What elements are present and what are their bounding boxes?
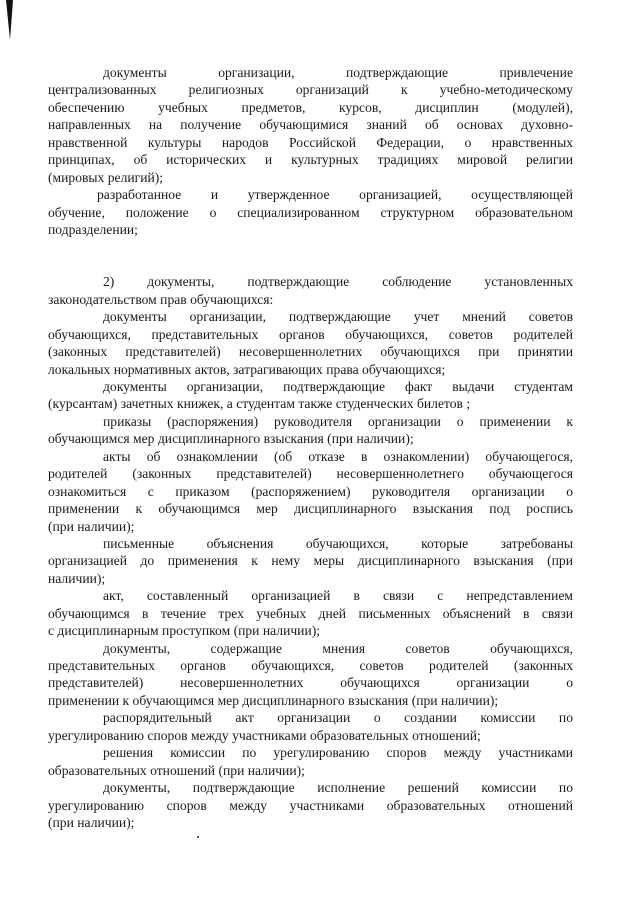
text-line: обучающимся в течение трех учебных дней письменных объяснений в связи (48, 605, 573, 621)
paragraph-commission-decisions (48, 744, 573, 779)
paragraph-acquaintance-acts (48, 448, 573, 535)
paragraph-orders (48, 413, 573, 448)
paragraph-religious-organizations (48, 64, 573, 186)
text-line: нравственной культуры народов Российской Федерации, о нравственных (48, 134, 573, 150)
text-line: (при наличии); (48, 814, 135, 830)
section-2-heading (48, 273, 573, 308)
text-line: (законных представителей) несовершеннолетних обучающихся при принятии (48, 344, 573, 360)
text-line: применении к обучающимся мер дисциплинарного взыскания (при наличии); (48, 692, 499, 708)
text-line: акт, составленный организацией в связи с непредставлением (103, 588, 573, 604)
scan-dot (197, 836, 199, 838)
text-line: образовательных отношений (при наличии); (48, 762, 305, 778)
text-line: подразделении; (48, 221, 138, 237)
text-line: письменные объяснения обучающихся, которые затребованы (103, 535, 573, 551)
text-line: документы организации, подтверждающие учет мнений советов (103, 309, 573, 325)
text-line: решения комиссии по урегулированию споров между участниками (103, 745, 573, 761)
paragraph-student-councils (48, 308, 573, 378)
text-line: акты об ознакомлении (об отказе в ознакомлении) обучающегося, (103, 448, 573, 464)
text-line: приказы (распоряжения) руководителя организации о применении к (103, 413, 573, 429)
paragraph-commission-act (48, 709, 573, 744)
text-line: обеспечению учебных предметов, курсов, дисциплин (модулей), (48, 99, 573, 115)
text-line: обучающихся, представительных органов обучающихся, советов родителей (48, 326, 573, 342)
paragraph-council-opinions (48, 640, 573, 710)
text-line: ознакомиться с приказом (распоряжением) руководителя организации о (48, 483, 573, 499)
text-line: представительных органов обучающихся, советов родителей (законных (48, 658, 573, 673)
document-page (48, 64, 573, 831)
text-line: наличии); (48, 570, 106, 586)
text-line: (при наличии); (48, 518, 135, 534)
paragraph-non-submission-act (48, 587, 573, 639)
section-gap (103, 238, 573, 273)
text-line: организацией до применения к нему меры дисциплинарного взыскания (при (48, 553, 573, 569)
text-line: с дисциплинарным проступком (при наличии); (48, 623, 321, 639)
text-line: документы, содержащие мнения советов обучающихся, (103, 640, 573, 656)
text-line: разработанное и утвержденное организацией, осуществляющей (97, 187, 573, 203)
text-line: локальных нормативных актов, затрагивающих права обучающихся; (48, 361, 446, 377)
paragraph-record-books (48, 378, 573, 413)
text-line: урегулированию споров между участниками образовательных отношений (48, 797, 573, 813)
paragraph-written-explanations (48, 535, 573, 587)
paragraph-decision-execution (48, 779, 573, 831)
text-line: принципах, об исторических и культурных традициях мировой религии (48, 152, 573, 168)
text-line: обучающимся мер дисциплинарного взыскания (при наличии); (48, 431, 414, 447)
paragraph-structural-unit (48, 186, 573, 238)
text-line: направленных на получение обучающимися знаний об основах духовно- (48, 117, 573, 133)
scan-edge-mark (6, 0, 13, 40)
text-line: родителей (законных представителей) несовершеннолетнего обучающегося (48, 466, 573, 482)
text-line: применении к обучающимся мер дисциплинарного взыскания под роспись (48, 501, 573, 517)
text-line: (мировых религий); (48, 169, 164, 185)
text-line: обучение, положение о специализированном структурном образовательном (48, 204, 573, 220)
text-line: представителей) несовершеннолетних обучающихся организации о (48, 675, 573, 691)
text-line: документы организации, подтверждающие факт выдачи студентам (103, 379, 573, 394)
text-line: (курсантам) зачетных книжек, а студентам также студенческих билетов ; (48, 396, 471, 412)
text-line: централизованных религиозных организаций к учебно-методическому (48, 82, 573, 98)
text-line: документы организации, подтверждающие привлечение (103, 65, 573, 80)
text-line: законодательством прав обучающихся: (48, 291, 274, 307)
text-line: 2) документы, подтверждающие соблюдение установленных (103, 274, 573, 290)
text-line: урегулированию споров между участниками образовательных отношений; (48, 727, 481, 743)
text-line: документы, подтверждающие исполнение решений комиссии по (103, 780, 573, 796)
text-line: распорядительный акт организации о создании комиссии по (103, 710, 573, 726)
